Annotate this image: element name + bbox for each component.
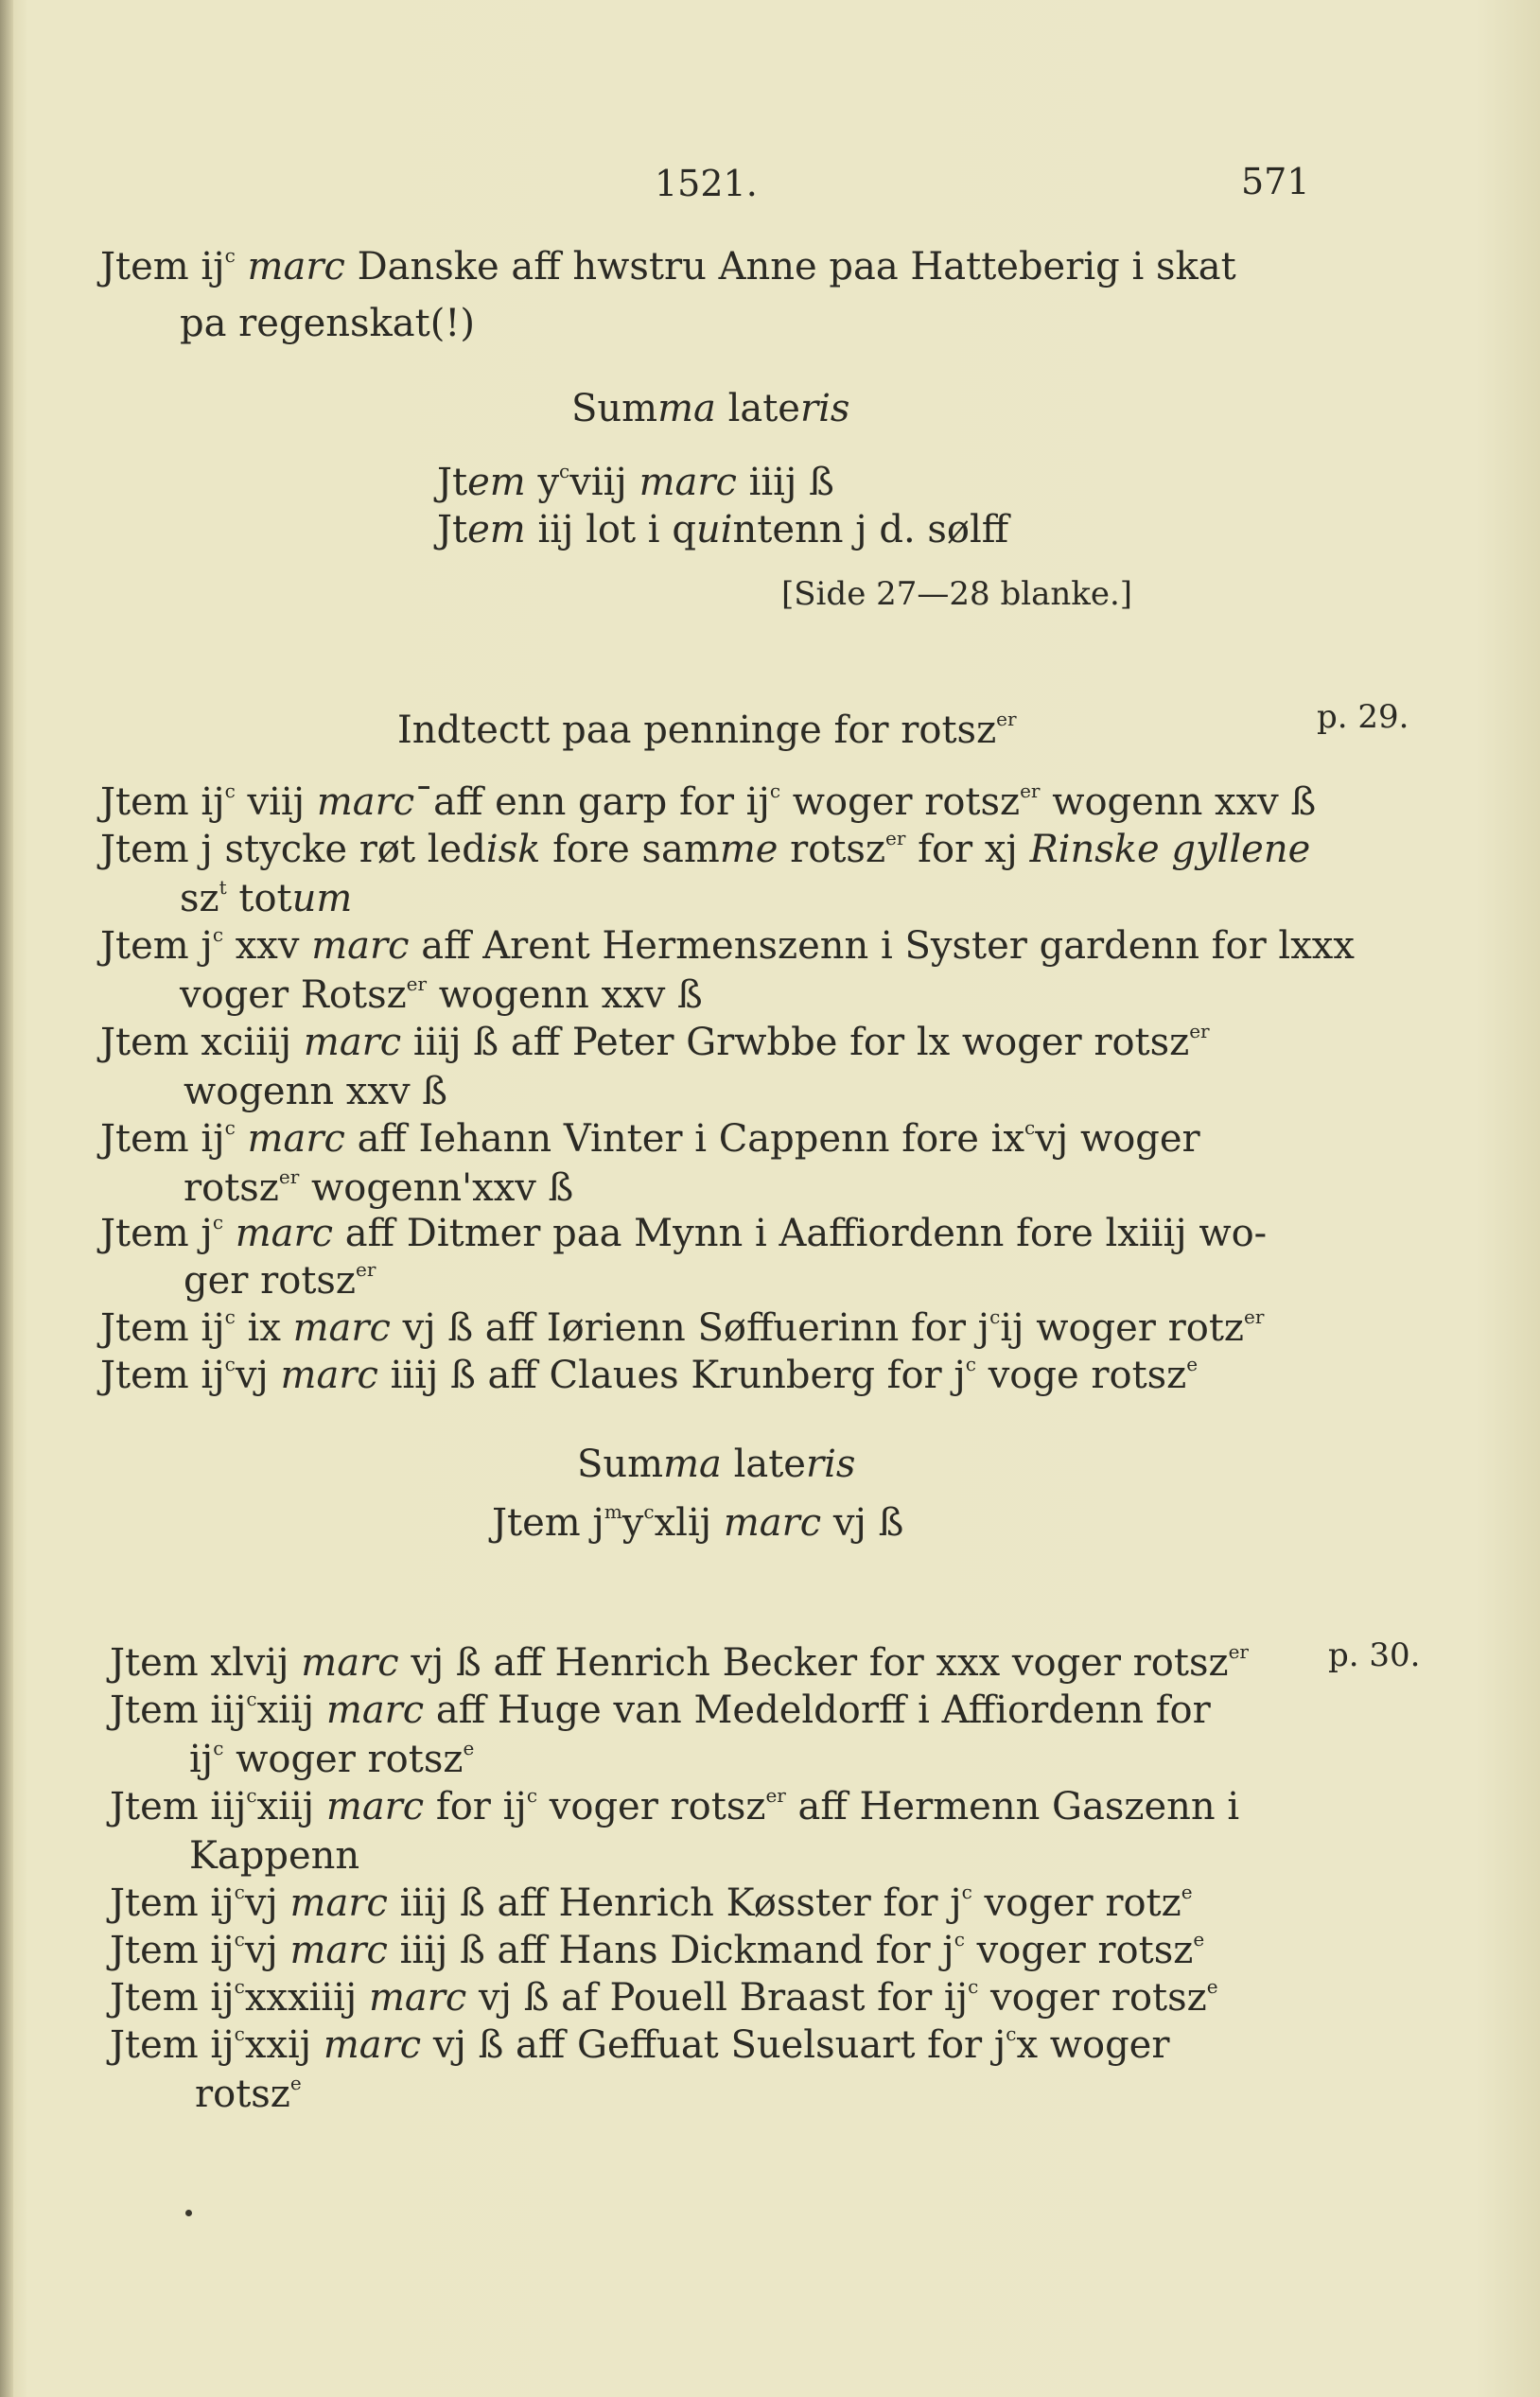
- entry-line: Jtem $ij^c$ marc aff Iehann Vinter i Cappenn fore $ix^cvj$ woger: [100, 1116, 1200, 1161]
- entry-continuation: voger Rotsz$^{er}$ wogenn xxv ß: [180, 972, 703, 1017]
- entry-line: Jtem $ij^c$ marc Danske aff hwstru Anne paa Hatteberig i skat: [100, 244, 1236, 289]
- entry-continuation: rotsz$^{er}$ wogenn'xxv ß: [184, 1165, 574, 1210]
- margin-page-ref: p. 30.: [1328, 1636, 1421, 1674]
- margin-page-ref: p. 29.: [1317, 698, 1409, 736]
- page-number: 571: [1241, 161, 1310, 202]
- entry-continuation: Kappenn: [189, 1834, 360, 1878]
- editorial-note: [Side 27—28 blanke.]: [781, 575, 1133, 613]
- entry-line: Jtem xlvij marc vj ß aff Henrich Becker for xxx voger rotsz$^{er}$: [110, 1640, 1249, 1685]
- entry-continuation: wogenn xxv ß: [184, 1070, 447, 1113]
- summa-total-line: Jtem $y^cviij$ marc iiij ß: [437, 460, 834, 504]
- entry-line: Jtem $ij^cvj$ marc iiij ß aff Hans Dickmand for $j^c$ voger rotsz$^e$: [110, 1928, 1205, 1972]
- section-title: Indtectt paa penninge for rotsz$^{er}$: [397, 708, 1017, 752]
- entry-line: Jtem $ij^cvj$ marc iiij ß aff Henrich Køsster for $j^c$ voger rotz$^e$: [110, 1881, 1193, 1925]
- entry-continuation: rotsz$^e$: [195, 2072, 302, 2116]
- summa-heading: Summa lateris: [571, 387, 850, 430]
- entry-line: Jtem $j^c$ xxv marc aff Arent Hermenszenn i Syster gardenn for lxxx: [100, 923, 1355, 968]
- entry-line: Jtem j stycke røt ledisk fore samme rotsz$^{er}$ for xj Rinske gyllene: [100, 827, 1311, 871]
- entry-line: Jtem $ij^cxxxiiij$ marc vj ß af Pouell Braast for $ij^c$ voger rotsz$^e$: [110, 1975, 1218, 2020]
- entry-line: Jtem $ij^c$ ix marc vj ß aff Iørienn Søffuerinn for $j^cij$ woger rotz$^{er}$: [100, 1305, 1265, 1350]
- entry-continuation: ger rotsz$^{er}$: [184, 1258, 376, 1303]
- entry-line: Jtem iij$^c$xiij marc for $ij^c$ voger rotsz$^{er}$ aff Hermenn Gaszenn i: [110, 1784, 1240, 1828]
- entry-line: Jtem $j^c$ marc aff Ditmer paa Mynn i Aaffiordenn fore lxiiij wo-: [100, 1211, 1268, 1255]
- entry-line: Jtem $ij^cxxij$ marc vj ß aff Geffuat Suelsuart for $j^cx$ woger: [110, 2022, 1170, 2067]
- summa-total-line: Jtem iij lot i quintenn j d. sølff: [437, 508, 1009, 551]
- entry-line: pa regenskat(!): [180, 302, 475, 345]
- entry-line: Jtem $ij^c$ viij marc¯aff enn garp for $ij^c$ woger rotsz$^{er}$ wogenn xxv ß: [100, 779, 1317, 824]
- entry-line: Jtem iij$^c$xiij marc aff Huge van Medeldorff i Affiordenn for: [110, 1688, 1211, 1732]
- entry-line: Jtem $ij^cvj$ marc iiij ß aff Claues Krunberg for $j^c$ voge rotsz$^e$: [100, 1353, 1199, 1397]
- ink-speck: [185, 2210, 192, 2216]
- year-header: 1521.: [655, 163, 758, 204]
- page-edge: [0, 0, 13, 2397]
- summa-total-line: Jtem $j^my^cxlij$ marc vj ß: [492, 1500, 904, 1545]
- entry-line: Jtem xciiij marc iiij ß aff Peter Grwbbe for lx woger rotsz$^{er}$: [100, 1020, 1210, 1064]
- entry-continuation: $sz^t$ totum: [180, 876, 353, 920]
- summa-heading: Summa lateris: [577, 1443, 856, 1486]
- entry-continuation: $ij^c$ woger rotsz$^e$: [189, 1737, 475, 1781]
